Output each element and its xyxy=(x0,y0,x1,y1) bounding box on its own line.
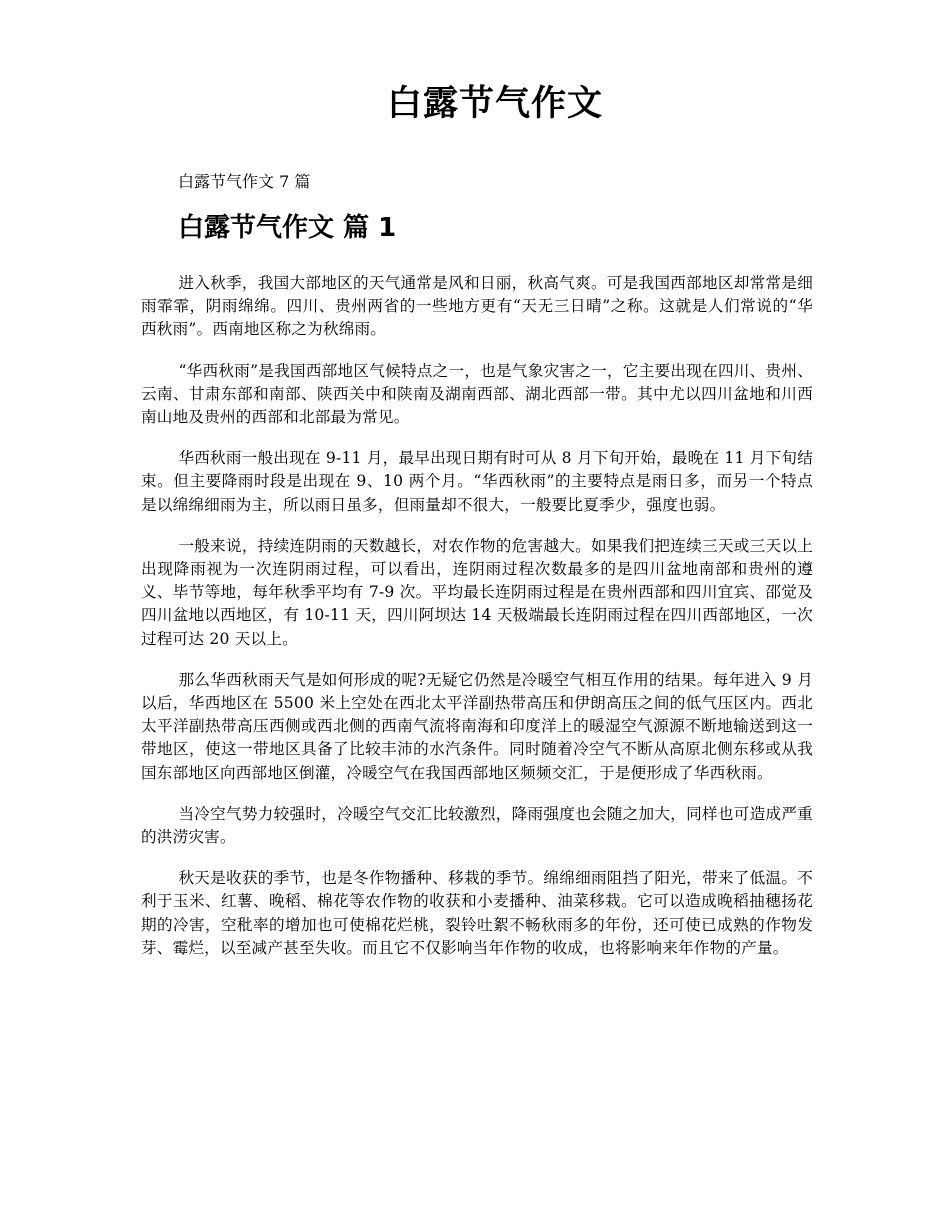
paragraph: 一般来说，持续连阴雨的天数越长，对农作物的危害越大。如果我们把连续三天或三天以上出现降雨视为一次连阴雨过程，可以看出，连阴雨过程次数最多的是四川盆地南部和贵州的遵义、毕节等地，每年秋季平均有 7-9 次。平均最长连阴雨过程是在贵州西部和四川宜宾、邵觉及四川盆地以西地区，有 10-11 天，四川阿坝达 14 天极端最长连阴雨过程在四川西部地区，一次过程可达 20 天以上。 xyxy=(141,536,813,648)
paragraph: 秋天是收获的季节，也是冬作物播种、移栽的季节。绵绵细雨阻挡了阳光，带来了低温。不利于玉米、红薯、晚稻、棉花等农作物的收获和小麦播种、油菜移栽。它可以造成晚稻抽穗扬花期的冷害，空秕率的增加也可使棉花烂桃，裂铃吐絮不畅秋雨多的年份，还可使已成熟的作物发芽、霉烂，以至减产甚至失收。而且它不仅影响当年作物的收成，也将影响来年作物的产量。 xyxy=(141,869,813,957)
article-body xyxy=(141,272,813,978)
paragraph: 那么华西秋雨天气是如何形成的呢?无疑它仍然是冷暖空气相互作用的结果。每年进入 9 月以后，华西地区在 5500 米上空处在西北太平洋副热带高压和伊朗高压之间的低气压区内。西北太平洋副热带高压西侧或西北侧的西南气流将南海和印度洋上的暖湿空气源源不断地输送到这一带地区，使这一带地区具备了比较丰沛的水汽条件。同时随着冷空气不断从高原北侧东移或从我国东部地区向西部地区倒灌，冷暖空气在我国西部地区频频交汇，于是便形成了华西秋雨。 xyxy=(141,670,813,782)
paragraph: 华西秋雨一般出现在 9-11 月，最早出现日期有时可从 8 月下旬开始，最晚在 11 月下旬结束。但主要降雨时段是出现在 9、10 两个月。“华西秋雨”的主要特点是雨日多，而另一个特点是以绵绵细雨为主，所以雨日虽多，但雨量却不很大，一般要比夏季少，强度也弱。 xyxy=(141,449,813,514)
document-title: 白露节气作文 xyxy=(386,84,603,124)
paragraph: “华西秋雨”是我国西部地区气候特点之一，也是气象灾害之一，它主要出现在四川、贵州、云南、甘肃东部和南部、陕西关中和陕南及湖南西部、湖北西部一带。其中尤以四川盆地和川西南山地及贵州的西部和北部最为常见。 xyxy=(141,361,813,427)
document-subtitle: 白露节气作文 7 篇 xyxy=(178,172,311,191)
paragraph: 当冷空气势力较强时，冷暖空气交汇比较激烈，降雨强度也会随之加大，同样也可造成严重的洪涝灾害。 xyxy=(141,804,813,847)
paragraph: 进入秋季，我国大部地区的天气通常是风和日丽，秋高气爽。可是我国西部地区却常常是细雨霏霏，阴雨绵绵。四川、贵州两省的一些地方更有“天无三日晴”之称。这就是人们常说的“华西秋雨”。西南地区称之为秋绵雨。 xyxy=(141,274,813,339)
section-heading: 白露节气作文 篇 1 xyxy=(178,213,397,243)
